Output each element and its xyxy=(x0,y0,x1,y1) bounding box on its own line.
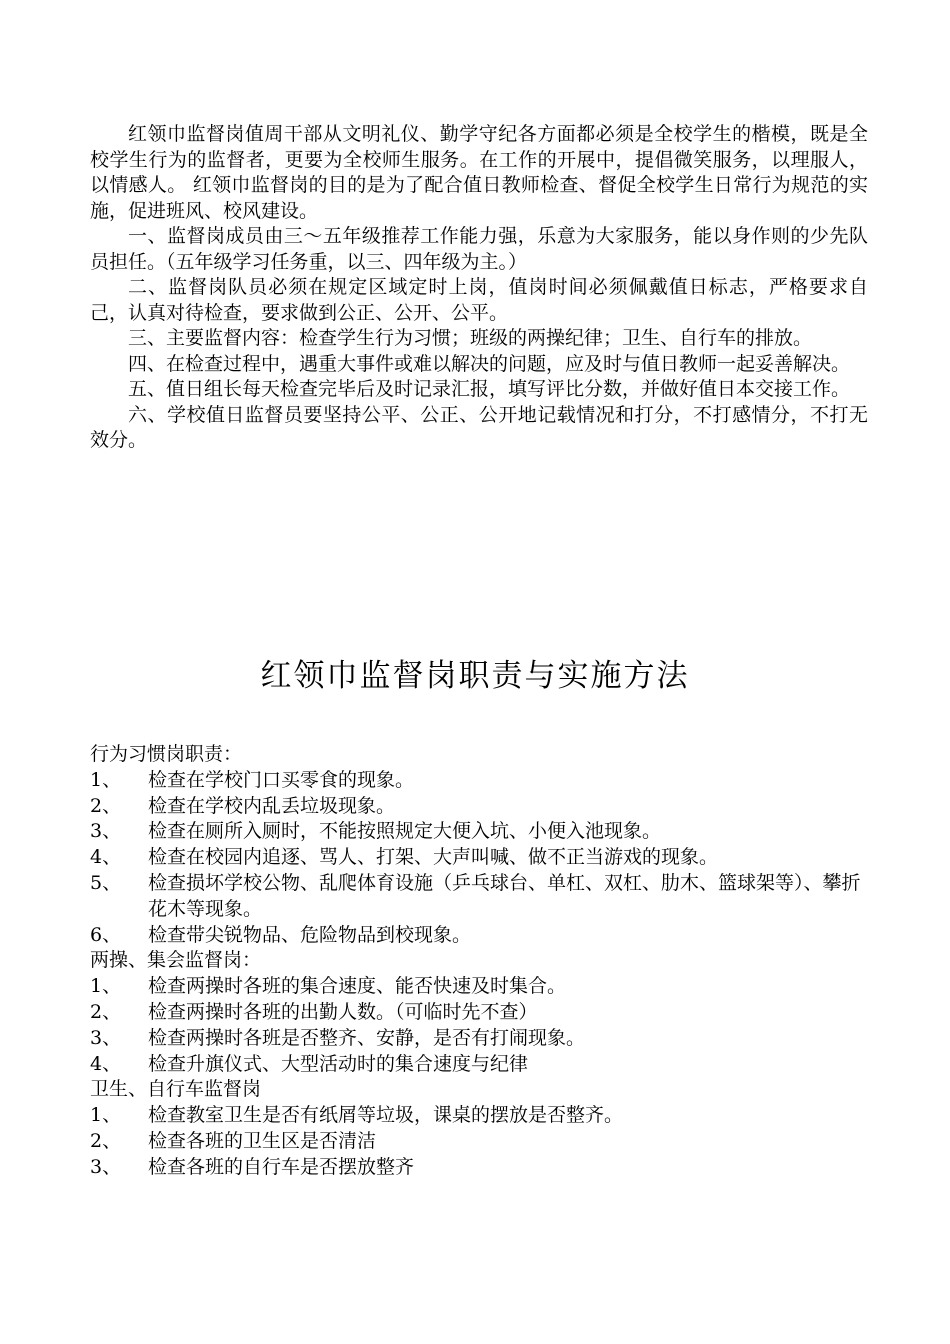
list-item xyxy=(90,923,868,949)
item-text: 检查在校园内追逐、骂人、打架、大声叫喊、做不正当游戏的现象。 xyxy=(148,846,719,869)
list-item xyxy=(90,871,868,923)
item-text: 检查在学校内乱丢垃圾现象。 xyxy=(148,794,396,817)
item-text: 检查在学校门口买零食的现象。 xyxy=(148,768,415,791)
item-text: 检查两操时各班的出勤人数。（可临时先不查） xyxy=(148,1000,538,1023)
rule-paragraph-4: 四、在检查过程中，遇重大事件或难以解决的问题，应及时与值日教师一起妥善解决。 xyxy=(128,352,851,375)
item-number: 1、 xyxy=(90,975,122,998)
item-text: 检查两操时各班是否整齐、安静，是否有打闹现象。 xyxy=(148,1026,586,1049)
item-text: 检查升旗仪式、大型活动时的集合速度与纪律 xyxy=(148,1052,529,1075)
item-text: 检查在厕所入厕时，不能按照规定大便入坑、小便入池现象。 xyxy=(148,820,662,843)
list-item xyxy=(90,1103,868,1129)
duties-section xyxy=(90,742,868,1181)
item-text: 检查教室卫生是否有纸屑等垃圾，课桌的摆放是否整齐。 xyxy=(148,1104,624,1127)
item-text: 检查各班的卫生区是否清洁 xyxy=(148,1129,377,1152)
item-number: 3、 xyxy=(90,1155,122,1178)
list-item xyxy=(90,1052,868,1078)
item-number: 2、 xyxy=(90,1129,122,1152)
list-item xyxy=(90,1129,868,1155)
item-number: 3、 xyxy=(90,1026,122,1049)
item-text: 检查各班的自行车是否摆放整齐 xyxy=(148,1155,415,1178)
item-number: 4、 xyxy=(90,846,122,869)
rule-paragraph-2: 二、监督岗队员必须在规定区域定时上岗，值岗时间必须佩戴值日标志，严格要求自己，认真对待检查，要求做到公正、公开、公平。 xyxy=(90,276,868,324)
section-heading-hygiene: 卫生、自行车监督岗 xyxy=(90,1078,262,1101)
item-text: 检查损坏学校公物、乱爬体育设施（乒乓球台、单杠、双杠、肋木、篮球架等）、攀折花木等现象。 xyxy=(148,871,861,920)
list-item xyxy=(90,974,868,1000)
rule-paragraph-6: 六、学校值日监督员要坚持公平、公正、公开地记载情况和打分，不打感情分，不打无效分。 xyxy=(90,403,868,451)
intro-paragraph: 红领巾监督岗值周干部从文明礼仪、勤学守纪各方面都必须是全校学生的楷模，既是全校学生行为的监督者，更要为全校师生服务。在工作的开展中，提倡微笑服务，以理服人，以情感人。 红领巾监督岗的目的是为了配合值日教师检查、督促全校学生日常行为规范的实施，促进班风、校风建设。 xyxy=(90,123,868,222)
list-item xyxy=(90,845,868,871)
item-number: 1、 xyxy=(90,768,122,791)
item-number: 4、 xyxy=(90,1052,122,1075)
item-number: 2、 xyxy=(90,794,122,817)
item-number: 2、 xyxy=(90,1000,122,1023)
item-number: 6、 xyxy=(90,923,122,946)
rule-paragraph-3: 三、主要监督内容：检查学生行为习惯；班级的两操纪律；卫生、自行车的排放。 xyxy=(128,327,813,349)
list-item xyxy=(90,1026,868,1052)
list-item xyxy=(90,1155,868,1181)
section-heading-exercise: 两操、集会监督岗： xyxy=(90,949,262,972)
list-item xyxy=(90,794,868,820)
item-text: 检查带尖锐物品、危险物品到校现象。 xyxy=(148,923,472,946)
item-number: 3、 xyxy=(90,820,122,843)
item-number: 1、 xyxy=(90,1104,122,1127)
list-item xyxy=(90,768,868,794)
section-heading-behavior: 行为习惯岗职责： xyxy=(90,743,243,765)
list-item xyxy=(90,1000,868,1026)
rule-paragraph-1: 一、监督岗成员由三～五年级推荐工作能力强，乐意为大家服务，能以身作则的少先队员担任。（五年级学习任务重，以三、四年级为主。） xyxy=(90,225,868,273)
item-number: 5、 xyxy=(90,871,122,894)
rule-paragraph-5: 五、值日组长每天检查完毕后及时记录汇报，填写评比分数，并做好值日本交接工作。 xyxy=(128,378,851,400)
item-text: 检查两操时各班的集合速度、能否快速及时集合。 xyxy=(148,975,567,998)
document-title: 红领巾监督岗职责与实施方法 xyxy=(260,658,690,694)
intro-section xyxy=(90,122,868,454)
list-item xyxy=(90,819,868,845)
